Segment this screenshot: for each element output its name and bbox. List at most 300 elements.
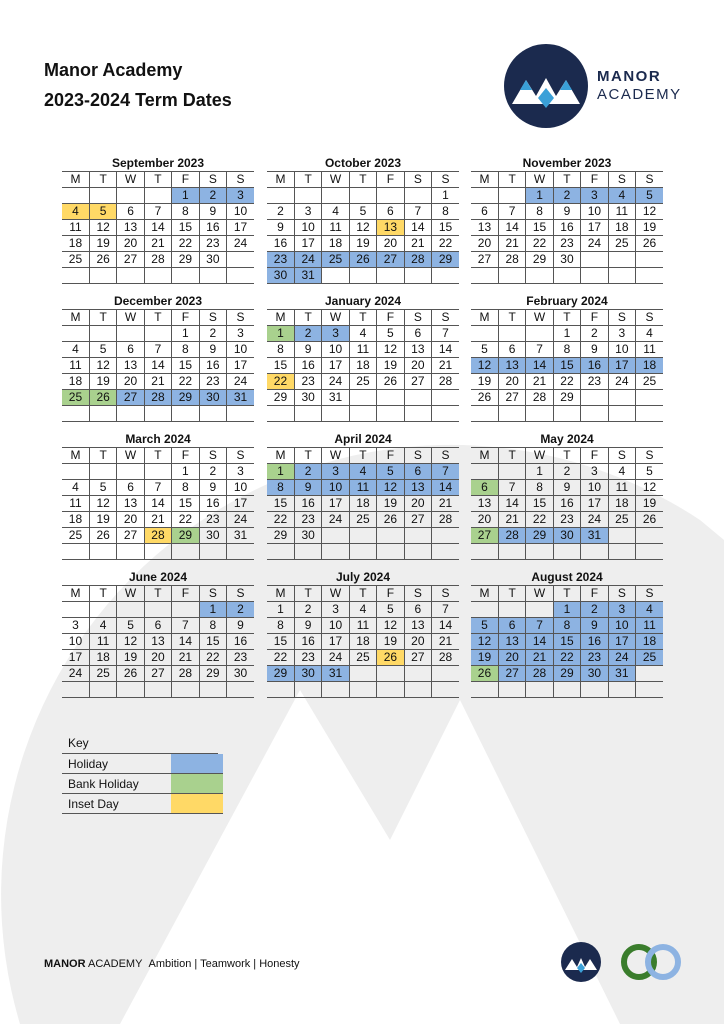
day-cell (581, 268, 608, 284)
day-cell: 30 (294, 528, 321, 544)
day-cell: 25 (322, 252, 349, 268)
day-cell (172, 544, 199, 560)
weekday-header: F (172, 586, 199, 602)
day-cell: 18 (608, 496, 635, 512)
day-cell: 10 (294, 220, 321, 236)
day-cell: 4 (636, 602, 663, 618)
day-cell: 25 (636, 374, 663, 390)
day-cell: 14 (144, 358, 171, 374)
day-cell: 23 (267, 252, 294, 268)
day-cell: 2 (581, 602, 608, 618)
weekday-header: M (267, 310, 294, 326)
day-cell (404, 390, 431, 406)
day-cell: 30 (294, 666, 321, 682)
day-cell: 7 (526, 618, 553, 634)
day-cell (636, 390, 663, 406)
day-cell (144, 188, 171, 204)
weekday-header: S (636, 586, 663, 602)
day-cell: 4 (62, 204, 89, 220)
day-cell: 28 (498, 252, 525, 268)
day-cell: 5 (471, 342, 498, 358)
weekday-header: S (608, 310, 635, 326)
month-title: September 2023 (111, 156, 205, 170)
day-cell: 7 (404, 204, 431, 220)
day-cell: 6 (471, 204, 498, 220)
day-cell (581, 390, 608, 406)
day-cell: 21 (526, 650, 553, 666)
day-cell: 28 (144, 252, 171, 268)
weekday-header: W (322, 586, 349, 602)
day-cell: 7 (144, 204, 171, 220)
month-title: May 2024 (540, 432, 594, 446)
key-swatch-inset-day (171, 794, 223, 814)
weekday-header: W (526, 586, 553, 602)
day-cell (377, 268, 404, 284)
day-cell (89, 682, 116, 698)
day-cell: 15 (267, 634, 294, 650)
day-cell: 2 (199, 464, 226, 480)
day-cell: 9 (581, 342, 608, 358)
day-cell (322, 544, 349, 560)
day-cell: 12 (349, 220, 376, 236)
day-cell (498, 544, 525, 560)
day-cell: 10 (581, 204, 608, 220)
day-cell: 19 (377, 358, 404, 374)
day-cell: 22 (172, 374, 199, 390)
key-item-inset-day (62, 794, 223, 814)
day-cell: 14 (404, 220, 431, 236)
day-cell: 26 (117, 666, 144, 682)
weekday-header: F (377, 172, 404, 188)
day-cell (581, 682, 608, 698)
day-cell: 19 (89, 374, 116, 390)
weekday-header: M (471, 310, 498, 326)
day-cell: 31 (581, 528, 608, 544)
key-label-holiday: Holiday (62, 754, 171, 774)
day-cell: 20 (404, 358, 431, 374)
weekday-header: M (62, 310, 89, 326)
day-cell: 11 (636, 618, 663, 634)
day-cell: 6 (471, 480, 498, 496)
day-cell (377, 682, 404, 698)
day-cell: 20 (117, 512, 144, 528)
day-cell: 10 (227, 204, 254, 220)
day-cell: 4 (608, 188, 635, 204)
day-cell: 23 (199, 374, 226, 390)
day-cell (117, 326, 144, 342)
day-cell: 19 (117, 650, 144, 666)
day-cell: 13 (404, 618, 431, 634)
day-cell (349, 666, 376, 682)
legend-key (62, 734, 223, 814)
weekday-header: T (89, 448, 116, 464)
day-cell: 11 (322, 220, 349, 236)
day-cell: 16 (294, 634, 321, 650)
day-cell: 15 (526, 496, 553, 512)
day-cell: 26 (377, 650, 404, 666)
weekday-header: T (294, 172, 321, 188)
day-cell: 20 (404, 634, 431, 650)
manor-academy-logo (504, 44, 588, 128)
day-cell (471, 268, 498, 284)
day-cell (608, 406, 635, 422)
day-cell: 2 (267, 204, 294, 220)
day-cell (199, 406, 226, 422)
day-cell: 29 (267, 390, 294, 406)
day-cell: 12 (89, 220, 116, 236)
day-cell: 3 (322, 326, 349, 342)
day-cell: 10 (227, 480, 254, 496)
day-cell: 25 (89, 666, 116, 682)
day-cell: 27 (471, 252, 498, 268)
day-cell (89, 188, 116, 204)
day-cell: 1 (526, 464, 553, 480)
day-cell (349, 528, 376, 544)
day-cell (349, 406, 376, 422)
day-cell (117, 464, 144, 480)
footer-brand-bold: MANOR (44, 958, 86, 970)
day-cell (144, 544, 171, 560)
weekday-header: S (432, 310, 459, 326)
day-cell: 24 (322, 374, 349, 390)
day-cell: 18 (89, 650, 116, 666)
day-cell: 24 (322, 650, 349, 666)
day-cell (294, 188, 321, 204)
weekday-header: T (498, 586, 525, 602)
day-cell: 12 (471, 634, 498, 650)
day-cell: 14 (526, 358, 553, 374)
day-cell: 13 (377, 220, 404, 236)
day-cell: 29 (553, 390, 580, 406)
day-cell (172, 268, 199, 284)
weekday-header: S (404, 310, 431, 326)
day-cell: 16 (294, 358, 321, 374)
day-cell (498, 682, 525, 698)
weekday-header: M (471, 172, 498, 188)
day-cell: 21 (432, 634, 459, 650)
day-cell (498, 326, 525, 342)
day-cell: 23 (553, 512, 580, 528)
day-cell: 8 (199, 618, 226, 634)
day-cell: 31 (227, 528, 254, 544)
day-cell: 28 (404, 252, 431, 268)
day-cell: 25 (636, 650, 663, 666)
day-cell: 18 (62, 236, 89, 252)
weekday-header: F (581, 448, 608, 464)
day-cell: 28 (144, 528, 171, 544)
day-cell: 12 (377, 342, 404, 358)
day-cell (267, 682, 294, 698)
day-cell: 28 (432, 374, 459, 390)
day-cell: 12 (89, 358, 116, 374)
day-cell: 26 (377, 374, 404, 390)
day-cell (608, 252, 635, 268)
day-cell: 30 (199, 390, 226, 406)
month-title: February 2024 (526, 294, 608, 308)
day-cell: 29 (267, 666, 294, 682)
day-cell: 25 (349, 374, 376, 390)
day-cell: 3 (227, 188, 254, 204)
day-cell (199, 682, 226, 698)
day-cell: 17 (322, 634, 349, 650)
day-cell (89, 406, 116, 422)
day-cell: 27 (404, 650, 431, 666)
weekday-header: S (404, 448, 431, 464)
month-calendar (267, 570, 459, 698)
day-cell: 10 (322, 480, 349, 496)
day-cell: 4 (636, 326, 663, 342)
day-cell: 29 (432, 252, 459, 268)
day-cell: 26 (349, 252, 376, 268)
day-cell: 14 (144, 220, 171, 236)
day-cell (404, 666, 431, 682)
weekday-header: T (144, 448, 171, 464)
day-cell: 15 (172, 496, 199, 512)
day-cell: 8 (267, 480, 294, 496)
day-cell: 7 (498, 204, 525, 220)
day-cell: 11 (62, 496, 89, 512)
day-cell: 3 (608, 602, 635, 618)
day-cell (62, 464, 89, 480)
weekday-header: S (404, 172, 431, 188)
day-cell: 21 (172, 650, 199, 666)
day-cell (62, 268, 89, 284)
day-cell (471, 406, 498, 422)
weekday-header: T (294, 310, 321, 326)
weekday-header: F (172, 172, 199, 188)
day-cell: 22 (267, 512, 294, 528)
day-cell: 11 (608, 204, 635, 220)
day-cell (526, 602, 553, 618)
day-cell (636, 528, 663, 544)
day-cell: 24 (581, 236, 608, 252)
day-cell: 20 (144, 650, 171, 666)
key-swatch-bank-holiday (171, 774, 223, 794)
day-cell: 19 (349, 236, 376, 252)
day-cell: 1 (199, 602, 226, 618)
weekday-header: S (608, 448, 635, 464)
day-cell: 5 (117, 618, 144, 634)
weekday-header: T (144, 310, 171, 326)
day-cell: 31 (294, 268, 321, 284)
day-cell: 7 (526, 342, 553, 358)
day-cell (199, 268, 226, 284)
day-cell (608, 682, 635, 698)
day-cell (294, 406, 321, 422)
day-cell: 4 (608, 464, 635, 480)
day-cell: 13 (404, 480, 431, 496)
day-cell: 8 (172, 480, 199, 496)
month-calendar (62, 294, 254, 422)
day-cell (62, 326, 89, 342)
day-cell: 24 (581, 512, 608, 528)
day-cell (322, 268, 349, 284)
day-cell: 3 (608, 326, 635, 342)
day-cell: 27 (377, 252, 404, 268)
month-title: October 2023 (324, 156, 402, 170)
day-cell (227, 268, 254, 284)
day-cell: 9 (227, 618, 254, 634)
day-cell: 8 (553, 342, 580, 358)
day-cell: 26 (89, 528, 116, 544)
day-cell: 26 (471, 390, 498, 406)
day-cell: 3 (227, 464, 254, 480)
weekday-header: T (498, 172, 525, 188)
weekday-header: S (432, 586, 459, 602)
day-cell: 2 (227, 602, 254, 618)
day-cell: 3 (581, 464, 608, 480)
weekday-header: W (117, 586, 144, 602)
day-cell: 29 (553, 666, 580, 682)
weekday-header: T (144, 586, 171, 602)
day-cell: 25 (349, 650, 376, 666)
day-cell: 7 (144, 480, 171, 496)
day-cell: 17 (581, 220, 608, 236)
day-cell: 10 (62, 634, 89, 650)
weekday-header: S (432, 448, 459, 464)
day-cell: 10 (581, 480, 608, 496)
day-cell (199, 544, 226, 560)
day-cell (322, 682, 349, 698)
day-cell: 5 (636, 188, 663, 204)
day-cell (267, 544, 294, 560)
weekday-header: F (581, 310, 608, 326)
day-cell: 28 (526, 666, 553, 682)
day-cell: 5 (636, 464, 663, 480)
month-title: November 2023 (522, 156, 612, 170)
weekday-header: M (471, 586, 498, 602)
day-cell: 23 (294, 374, 321, 390)
day-cell: 14 (144, 496, 171, 512)
day-cell: 15 (432, 220, 459, 236)
day-cell: 10 (608, 342, 635, 358)
day-cell: 23 (294, 512, 321, 528)
day-cell: 16 (199, 220, 226, 236)
day-cell (581, 544, 608, 560)
day-cell: 24 (608, 374, 635, 390)
day-cell: 2 (199, 188, 226, 204)
day-cell: 22 (172, 512, 199, 528)
weekday-header: W (322, 310, 349, 326)
weekday-header: T (294, 448, 321, 464)
day-cell: 21 (526, 374, 553, 390)
day-cell: 10 (322, 342, 349, 358)
day-cell (62, 188, 89, 204)
day-cell: 2 (553, 188, 580, 204)
day-cell: 5 (471, 618, 498, 634)
weekday-header: W (117, 310, 144, 326)
day-cell: 18 (608, 220, 635, 236)
day-cell: 8 (172, 204, 199, 220)
weekday-header: S (432, 172, 459, 188)
month-calendar (471, 156, 663, 284)
weekday-header: F (581, 586, 608, 602)
day-cell: 1 (553, 602, 580, 618)
day-cell: 22 (553, 374, 580, 390)
day-cell: 13 (117, 358, 144, 374)
day-cell (377, 528, 404, 544)
month-title: July 2024 (335, 570, 391, 584)
day-cell: 13 (117, 220, 144, 236)
day-cell (267, 406, 294, 422)
day-cell: 11 (89, 634, 116, 650)
day-cell (227, 544, 254, 560)
day-cell (498, 602, 525, 618)
weekday-header: S (199, 172, 226, 188)
day-cell: 4 (62, 342, 89, 358)
day-cell: 15 (526, 220, 553, 236)
day-cell: 9 (267, 220, 294, 236)
day-cell (172, 602, 199, 618)
day-cell: 11 (349, 480, 376, 496)
day-cell (377, 666, 404, 682)
day-cell: 11 (62, 358, 89, 374)
day-cell (498, 268, 525, 284)
day-cell: 29 (172, 528, 199, 544)
day-cell: 19 (636, 220, 663, 236)
weekday-header: S (636, 448, 663, 464)
day-cell (89, 326, 116, 342)
day-cell (404, 268, 431, 284)
day-cell: 27 (144, 666, 171, 682)
day-cell: 4 (322, 204, 349, 220)
logo-text-manor: MANOR (597, 68, 662, 85)
day-cell (227, 682, 254, 698)
day-cell: 23 (581, 374, 608, 390)
day-cell: 19 (636, 496, 663, 512)
weekday-header: S (199, 310, 226, 326)
weekday-header: S (227, 310, 254, 326)
day-cell: 28 (144, 390, 171, 406)
day-cell: 26 (89, 390, 116, 406)
day-cell (144, 602, 171, 618)
weekday-header: W (117, 448, 144, 464)
month-title: March 2024 (125, 432, 191, 446)
school-name: Manor Academy (44, 60, 183, 80)
day-cell (144, 326, 171, 342)
day-cell: 11 (636, 342, 663, 358)
day-cell: 4 (349, 326, 376, 342)
day-cell (471, 682, 498, 698)
day-cell (322, 528, 349, 544)
weekday-header: T (294, 586, 321, 602)
day-cell (498, 464, 525, 480)
day-cell: 8 (553, 618, 580, 634)
day-cell: 4 (62, 480, 89, 496)
day-cell: 9 (581, 618, 608, 634)
day-cell: 14 (172, 634, 199, 650)
day-cell: 6 (404, 326, 431, 342)
month-calendar (267, 156, 459, 284)
day-cell: 22 (526, 236, 553, 252)
weekday-header: F (377, 310, 404, 326)
day-cell (62, 406, 89, 422)
day-cell: 13 (498, 634, 525, 650)
day-cell (432, 390, 459, 406)
day-cell: 17 (227, 358, 254, 374)
day-cell: 17 (322, 358, 349, 374)
weekday-header: W (117, 172, 144, 188)
day-cell: 18 (636, 634, 663, 650)
weekday-header: F (581, 172, 608, 188)
key-label-inset-day: Inset Day (62, 794, 171, 814)
day-cell (117, 544, 144, 560)
key-item-bank-holiday (62, 774, 223, 794)
day-cell: 9 (294, 618, 321, 634)
day-cell (172, 406, 199, 422)
day-cell: 26 (377, 512, 404, 528)
weekday-header: T (498, 310, 525, 326)
